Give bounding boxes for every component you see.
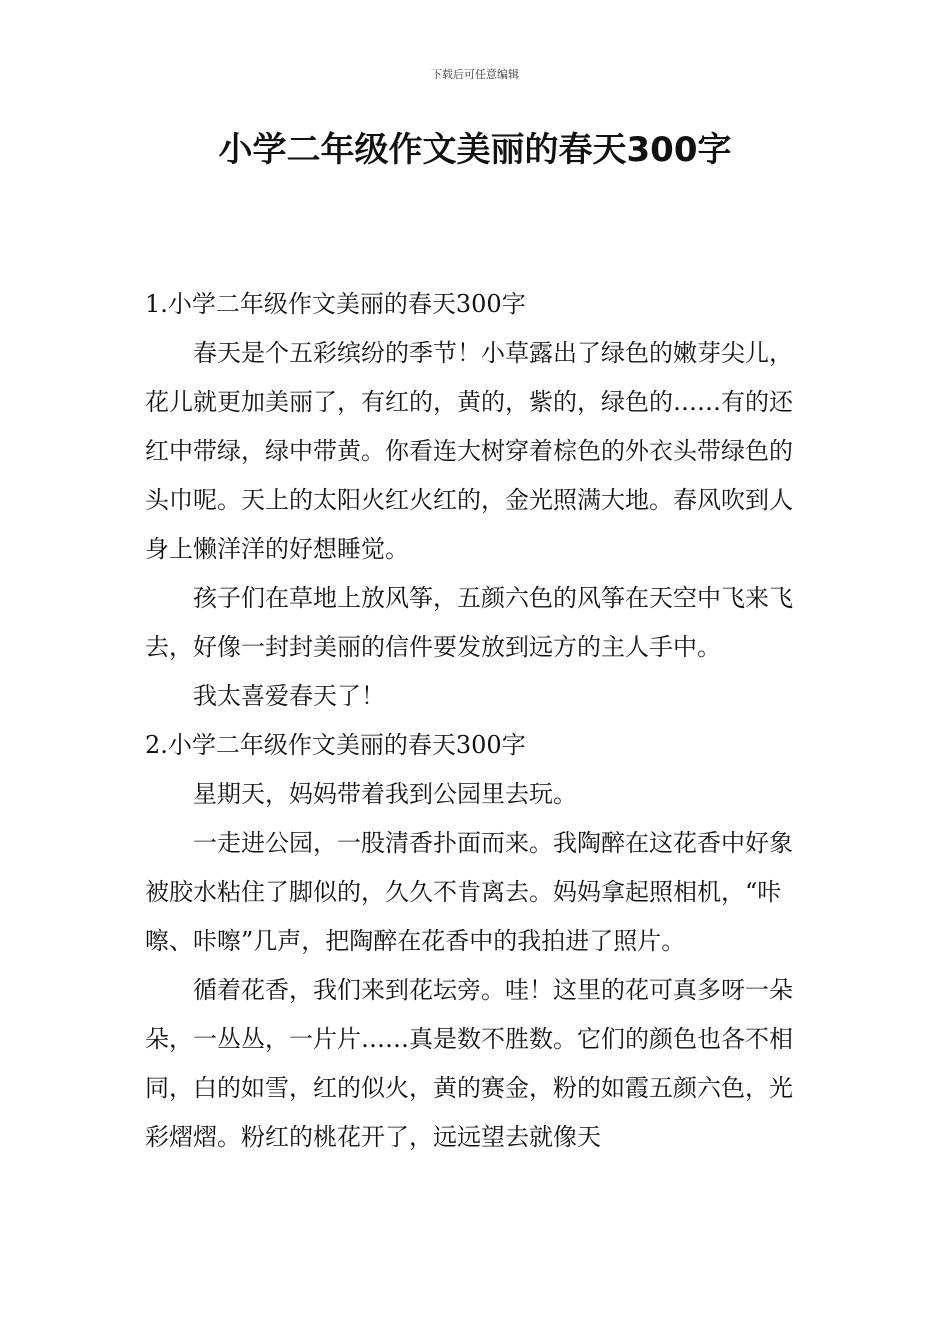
section-1-paragraph-1: 春天是个五彩缤纷的季节！小草露出了绿色的嫩芽尖儿，花儿就更加美丽了，有红的，黄的，紫的，绿色的……有的还红中带绿，绿中带黄。你看连大树穿着棕色的外衣头带绿色的头巾呢。天上的太阳火红火红的，金光照满大地。春风吹到人身上懒洋洋的好想睡觉。 (145, 339, 793, 563)
section-2-paragraph-2: 一走进公园，一股清香扑面而来。我陶醉在这花香中好象被胶水粘住了脚似的，久久不肯离去。妈妈拿起照相机，“咔嚓、咔嚓”几声，把陶醉在花香中的我拍进了照片。 (145, 829, 793, 955)
section-1-paragraph-3: 我太喜爱春天了！ (193, 682, 385, 710)
document-body (145, 280, 807, 1162)
section-2-heading: 2.小学二年级作文美丽的春天300字 (145, 731, 526, 759)
section-1-heading: 1.小学二年级作文美丽的春天300字 (145, 290, 526, 318)
header-note: 下载后可任意编辑 (431, 68, 519, 81)
section-1-paragraph-2: 孩子们在草地上放风筝，五颜六色的风筝在天空中飞来飞去，好像一封封美丽的信件要发放到远方的主人手中。 (145, 584, 793, 661)
section-2-paragraph-1: 星期天，妈妈带着我到公园里去玩。 (193, 780, 577, 808)
document-title: 小学二年级作文美丽的春天300字 (218, 130, 732, 170)
section-2-paragraph-3: 循着花香，我们来到花坛旁。哇！这里的花可真多呀一朵朵，一丛丛，一片片……真是数不胜数。它们的颜色也各不相同，白的如雪，红的似火，黄的赛金，粉的如霞五颜六色，光彩熠熠。粉红的桃花开了，远远望去就像天 (145, 976, 793, 1151)
